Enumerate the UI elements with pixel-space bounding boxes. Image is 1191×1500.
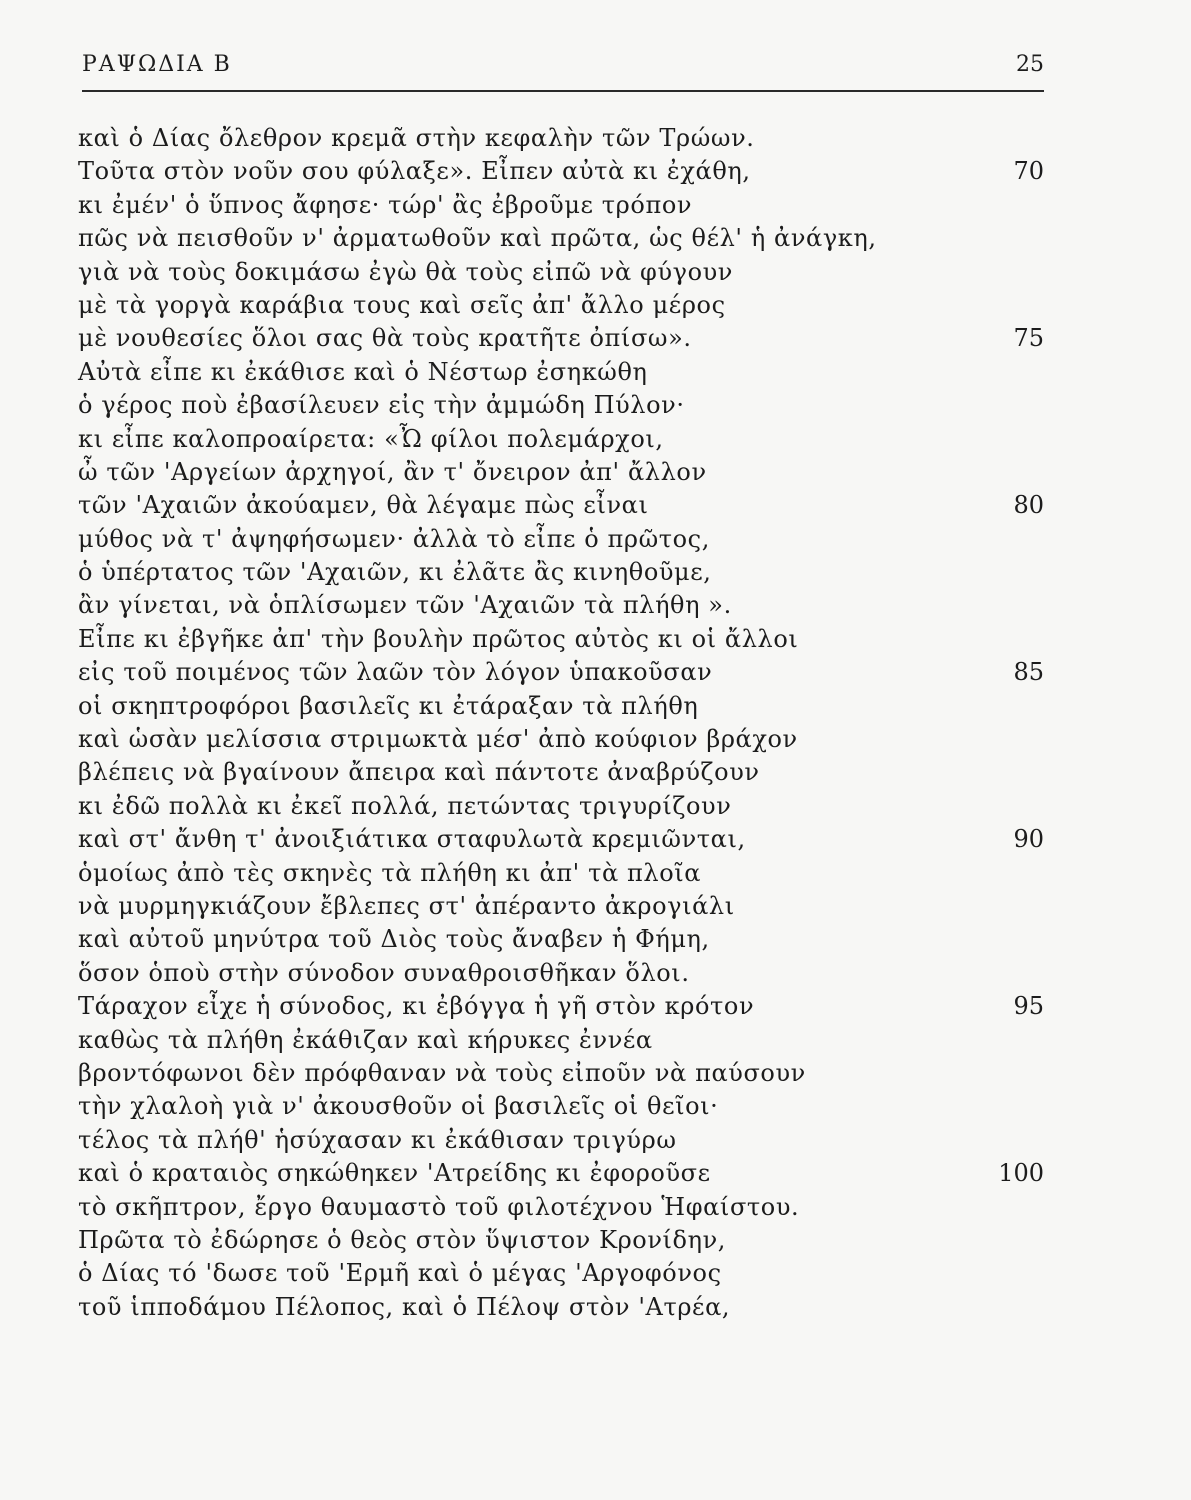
verse-text: μὲ τὰ γοργὰ καράβια τους καὶ σεῖς ἀπ' ἄλλο μέρος [78,290,726,319]
verse-text: καὶ αὐτοῦ μηνύτρα τοῦ Διὸς τοὺς ἄναβεν ἡ Φήμη, [78,925,710,954]
verse-block [78,122,1044,1324]
line-number: 90 [1013,825,1044,854]
verse-text: μύθος νὰ τ' ἀψηφήσωμεν· ἀλλὰ τὸ εἶπε ὁ πρῶτος, [78,524,710,553]
line-number: 80 [1013,491,1044,520]
verse-text: κι εἶπε καλοπροαίρετα: «Ὦ φίλοι πολεμάρχοι, [78,424,664,453]
verse-text: τὴν χλαλοὴ γιὰ ν' ἀκουσθοῦν οἱ βασιλεῖς οἱ θεῖοι· [78,1092,719,1121]
verse-line [78,356,1044,389]
verse-text: Αὐτὰ εἶπε κι ἐκάθισε καὶ ὁ Νέστωρ ἐσηκώθη [78,357,648,386]
page-number: 25 [1016,52,1044,77]
verse-text: καὶ ὡσὰν μελίσσια στριμωκτὰ μέσ' ἀπὸ κούφιον βράχον [78,725,798,754]
line-number: 85 [1013,658,1044,687]
verse-text: καθὼς τὰ πλήθη ἐκάθιζαν καὶ κήρυκες ἐννέα [78,1025,653,1054]
verse-text: κι ἐμέν' ὁ ὕπνος ἄφησε· τώρ' ἂς ἐβροῦμε τρόπον [78,190,693,219]
verse-line [78,1090,1044,1123]
verse-line [78,823,1044,856]
verse-line [78,1257,1044,1290]
line-number: 70 [1013,157,1044,186]
verse-text: ὁ Δίας τό 'δωσε τοῦ 'Ερμῆ καὶ ὁ μέγας 'Αργοφόνος [78,1259,722,1288]
verse-text: μὲ νουθεσίες ὅλοι σας θὰ τοὺς κρατῆτε ὀπίσω». [78,324,692,353]
verse-text: καὶ ὁ Δίας ὄλεθρον κρεμᾶ στὴν κεφαλὴν τῶν Τρώων. [78,124,755,152]
verse-line [78,189,1044,222]
verse-text: τὸ σκῆπτρον, ἔργο θαυμαστὸ τοῦ φιλοτέχνου Ἡφαίστου. [78,1192,800,1221]
verse-line [78,222,1044,255]
verse-text: Πρῶτα τὸ ἐδώρησε ὁ θεὸς στὸν ὕψιστον Κρονίδην, [78,1225,727,1254]
verse-text: ὦ τῶν 'Αργείων ἀρχηγοί, ἂν τ' ὄνειρον ἀπ' ἄλλον [78,457,707,486]
verse-line [78,1057,1044,1090]
verse-text: τῶν 'Αχαιῶν ἀκούαμεν, θὰ λέγαμε πὼς εἶναι [78,491,649,520]
verse-line [78,322,1044,355]
verse-line [78,690,1044,723]
verse-text: καὶ ὁ κραταιὸς σηκώθηκεν 'Ατρείδης κι ἐφοροῦσε [78,1159,711,1188]
line-number: 75 [1013,324,1044,353]
verse-text: βλέπεις νὰ βγαίνουν ἄπειρα καὶ πάντοτε ἀναβρύζουν [78,758,760,787]
verse-text: Τάραχον εἶχε ἡ σύνοδος, κι ἐβόγγα ἡ γῆ στὸν κρότον [78,992,755,1021]
verse-text: νὰ μυρμηγκιάζουν ἔβλεπες στ' ἀπέραντο ἀκρογιάλι [78,891,735,920]
verse-line [78,556,1044,589]
verse-line [78,1291,1044,1324]
verse-text: ὅσον ὁποὺ στὴν σύνοδον συναθροισθῆκαν ὅλοι. [78,958,690,987]
verse-line [78,523,1044,556]
verse-line [78,489,1044,522]
verse-line [78,1124,1044,1157]
verse-text: τοῦ ἱπποδάμου Πέλοπος, καὶ ὁ Πέλοψ στὸν 'Ατρέα, [78,1292,731,1321]
verse-line [78,456,1044,489]
verse-text: πῶς νὰ πεισθοῦν ν' ἀρματωθοῦν καὶ πρῶτα, ὡς θέλ' ἡ ἀνάγκη, [78,224,877,253]
verse-line [78,990,1044,1023]
verse-line [78,923,1044,956]
verse-line [78,623,1044,656]
line-number: 95 [1013,992,1044,1021]
verse-text: Τοῦτα στὸν νοῦν σου φύλαξε». Εἶπεν αὐτὰ κι ἐχάθη, [78,157,751,186]
verse-text: γιὰ νὰ τοὺς δοκιμάσω ἐγὼ θὰ τοὺς εἰπῶ νὰ φύγουν [78,257,734,286]
verse-text: τέλος τὰ πλήθ' ἡσύχασαν κι ἐκάθισαν τριγύρω [78,1125,677,1154]
verse-line [78,289,1044,322]
verse-text: Εἶπε κι ἐβγῆκε ἀπ' τὴν βουλὴν πρῶτος αὐτὸς κι οἱ ἄλλοι [78,624,799,653]
verse-text: οἱ σκηπτροφόροι βασιλεῖς κι ἐτάραξαν τὰ πλήθη [78,691,699,720]
verse-line [78,790,1044,823]
verse-line [78,389,1044,422]
verse-line [78,1224,1044,1257]
verse-line [78,857,1044,890]
verse-line [78,122,1044,155]
running-title: ΡΑΨΩΔΙΑ Β [82,52,232,77]
verse-text: ὁμοίως ἀπὸ τὲς σκηνὲς τὰ πλήθη κι ἀπ' τὰ πλοῖα [78,858,702,887]
verse-text: ὁ ὑπέρτατος τῶν 'Αχαιῶν, κι ἐλᾶτε ἂς κινηθοῦμε, [78,558,712,587]
line-number: 100 [998,1159,1044,1188]
verse-line [78,256,1044,289]
verse-text: εἰς τοῦ ποιμένος τῶν λαῶν τὸν λόγον ὑπακοῦσαν [78,658,713,687]
verse-text: ἂν γίνεται, νὰ ὁπλίσωμεν τῶν 'Αχαιῶν τὰ πλήθη ». [78,591,732,620]
verse-line [78,656,1044,689]
verse-line [78,890,1044,923]
verse-line [78,957,1044,990]
verse-line [78,155,1044,188]
verse-line [78,1191,1044,1224]
verse-text: καὶ στ' ἄνθη τ' ἀνοιξιάτικα σταφυλωτὰ κρεμιῶνται, [78,825,746,854]
verse-line [78,756,1044,789]
verse-line [78,1024,1044,1057]
verse-line [78,1157,1044,1190]
verse-text: κι ἐδῶ πολλὰ κι ἐκεῖ πολλά, πετώντας τριγυρίζουν [78,791,732,820]
page-header [82,50,1044,92]
verse-line [78,723,1044,756]
verse-line [78,423,1044,456]
verse-text: ὁ γέρος ποὺ ἐβασίλευεν εἰς τὴν ἀμμώδη Πύλον· [78,391,685,420]
verse-text: βροντόφωνοι δὲν πρόφθαναν νὰ τοὺς εἰποῦν νὰ παύσουν [78,1058,806,1087]
verse-line [78,589,1044,622]
